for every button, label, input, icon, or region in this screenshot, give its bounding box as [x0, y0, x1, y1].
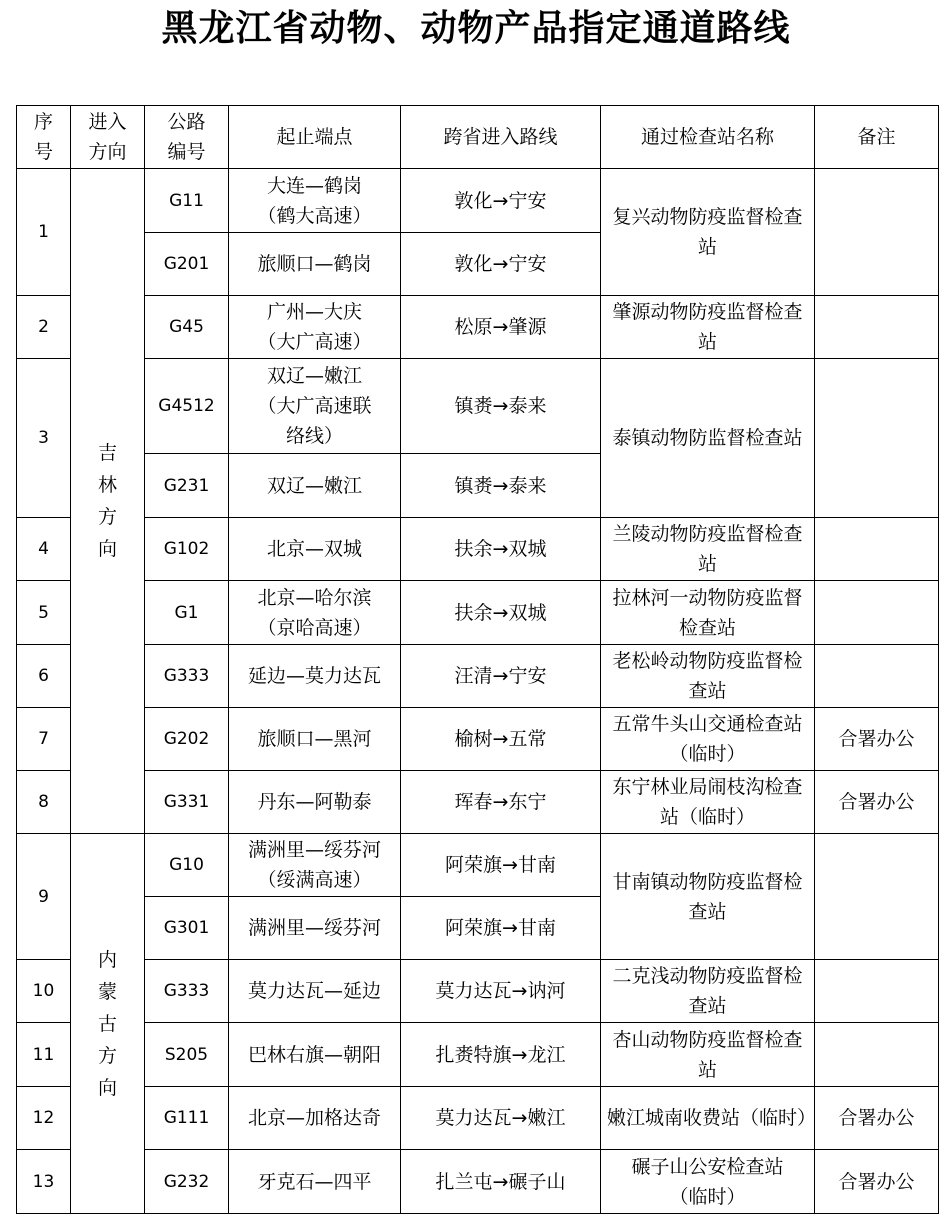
header-road: 公路编号 — [145, 106, 229, 169]
station-cell: 肇源动物防疫监督检查站 — [601, 296, 815, 359]
road-code-cell: G331 — [145, 771, 229, 834]
seq-cell: 12 — [17, 1087, 71, 1150]
table-header-row — [17, 106, 939, 169]
route-cell: 镇赉→泰来 — [401, 454, 601, 518]
road-code-cell: G231 — [145, 454, 229, 518]
endpoints-cell: 牙克石—四平 — [229, 1150, 401, 1214]
header-route: 跨省进入路线 — [401, 106, 601, 169]
note-cell: 合署办公 — [815, 771, 939, 834]
note-cell — [815, 960, 939, 1023]
route-cell: 珲春→东宁 — [401, 771, 601, 834]
table-row — [17, 645, 939, 708]
station-cell: 嫩江城南收费站（临时） — [601, 1087, 815, 1150]
route-cell: 莫力达瓦→嫩江 — [401, 1087, 601, 1150]
header-seq: 序号 — [17, 106, 71, 169]
endpoints-cell: 旅顺口—黑河 — [229, 708, 401, 771]
seq-cell: 9 — [17, 834, 71, 960]
endpoints-cell: 双辽—嫩江 — [229, 454, 401, 518]
road-code-cell: G10 — [145, 834, 229, 897]
seq-cell: 8 — [17, 771, 71, 834]
table-row — [17, 834, 939, 897]
road-code-cell: G45 — [145, 296, 229, 359]
header-note: 备注 — [815, 106, 939, 169]
station-cell: 甘南镇动物防疫监督检查站 — [601, 834, 815, 960]
table-row — [17, 169, 939, 233]
road-code-cell: G333 — [145, 960, 229, 1023]
endpoints-cell: 满洲里—绥芬河（绥满高速） — [229, 834, 401, 897]
seq-cell: 7 — [17, 708, 71, 771]
endpoints-cell: 莫力达瓦—延边 — [229, 960, 401, 1023]
table-row — [17, 708, 939, 771]
route-cell: 榆树→五常 — [401, 708, 601, 771]
route-cell: 莫力达瓦→讷河 — [401, 960, 601, 1023]
table-row — [17, 960, 939, 1023]
seq-cell: 6 — [17, 645, 71, 708]
header-station: 通过检查站名称 — [601, 106, 815, 169]
note-cell: 合署办公 — [815, 1087, 939, 1150]
station-cell: 碾子山公安检查站（临时） — [601, 1150, 815, 1214]
seq-cell: 13 — [17, 1150, 71, 1214]
route-cell: 阿荣旗→甘南 — [401, 897, 601, 960]
route-cell: 镇赉→泰来 — [401, 359, 601, 454]
note-cell: 合署办公 — [815, 1150, 939, 1214]
route-cell: 汪清→宁安 — [401, 645, 601, 708]
road-code-cell: G201 — [145, 233, 229, 296]
endpoints-cell: 丹东—阿勒泰 — [229, 771, 401, 834]
road-code-cell: G111 — [145, 1087, 229, 1150]
station-cell: 东宁林业局闹枝沟检查站（临时） — [601, 771, 815, 834]
station-cell: 复兴动物防疫监督检查站 — [601, 169, 815, 296]
table-row — [17, 359, 939, 454]
road-code-cell: G333 — [145, 645, 229, 708]
station-cell: 五常牛头山交通检查站（临时） — [601, 708, 815, 771]
endpoints-cell: 延边—莫力达瓦 — [229, 645, 401, 708]
seq-cell: 4 — [17, 518, 71, 581]
note-cell — [815, 518, 939, 581]
seq-cell: 10 — [17, 960, 71, 1023]
table-row — [17, 518, 939, 581]
table-row — [17, 1087, 939, 1150]
endpoints-cell: 双辽—嫩江（大广高速联络线） — [229, 359, 401, 454]
route-cell: 松原→肇源 — [401, 296, 601, 359]
endpoints-cell: 满洲里—绥芬河 — [229, 897, 401, 960]
header-endpoints: 起止端点 — [229, 106, 401, 169]
table-row — [17, 1023, 939, 1087]
route-cell: 阿荣旗→甘南 — [401, 834, 601, 897]
note-cell — [815, 296, 939, 359]
endpoints-cell: 北京—双城 — [229, 518, 401, 581]
table-row — [17, 771, 939, 834]
endpoints-cell: 旅顺口—鹤岗 — [229, 233, 401, 296]
road-code-cell: G4512 — [145, 359, 229, 454]
seq-cell: 3 — [17, 359, 71, 518]
station-cell: 杏山动物防疫监督检查站 — [601, 1023, 815, 1087]
table-row — [17, 1150, 939, 1214]
endpoints-cell: 北京—加格达奇 — [229, 1087, 401, 1150]
route-cell: 敦化→宁安 — [401, 233, 601, 296]
header-direction: 进入方向 — [71, 106, 145, 169]
route-cell: 扶余→双城 — [401, 518, 601, 581]
endpoints-cell: 广州—大庆（大广高速） — [229, 296, 401, 359]
road-code-cell: G202 — [145, 708, 229, 771]
station-cell: 二克浅动物防疫监督检查站 — [601, 960, 815, 1023]
note-cell: 合署办公 — [815, 708, 939, 771]
note-cell — [815, 359, 939, 518]
direction-cell-neimenggu: 内蒙古方向 — [71, 834, 145, 1214]
station-cell: 兰陵动物防疫监督检查站 — [601, 518, 815, 581]
table-row — [17, 296, 939, 359]
road-code-cell: G102 — [145, 518, 229, 581]
seq-cell: 1 — [17, 169, 71, 296]
note-cell — [815, 169, 939, 296]
seq-cell: 5 — [17, 581, 71, 645]
table-row — [17, 581, 939, 645]
page-title: 黑龙江省动物、动物产品指定通道路线 — [161, 8, 791, 49]
route-cell: 扎兰屯→碾子山 — [401, 1150, 601, 1214]
route-cell: 扎赉特旗→龙江 — [401, 1023, 601, 1087]
station-cell: 拉林河一动物防疫监督检查站 — [601, 581, 815, 645]
direction-cell-jilin: 吉林方向 — [71, 169, 145, 834]
route-table — [16, 105, 939, 1214]
road-code-cell: G1 — [145, 581, 229, 645]
road-code-cell: G301 — [145, 897, 229, 960]
road-code-cell: S205 — [145, 1023, 229, 1087]
note-cell — [815, 1023, 939, 1087]
seq-cell: 11 — [17, 1023, 71, 1087]
note-cell — [815, 834, 939, 960]
road-code-cell: G232 — [145, 1150, 229, 1214]
endpoints-cell: 北京—哈尔滨（京哈高速） — [229, 581, 401, 645]
note-cell — [815, 645, 939, 708]
route-cell: 敦化→宁安 — [401, 169, 601, 233]
note-cell — [815, 581, 939, 645]
endpoints-cell: 大连—鹤岗（鹤大高速） — [229, 169, 401, 233]
road-code-cell: G11 — [145, 169, 229, 233]
route-cell: 扶余→双城 — [401, 581, 601, 645]
station-cell: 老松岭动物防疫监督检查站 — [601, 645, 815, 708]
endpoints-cell: 巴林右旗—朝阳 — [229, 1023, 401, 1087]
seq-cell: 2 — [17, 296, 71, 359]
station-cell: 泰镇动物防监督检查站 — [601, 359, 815, 518]
